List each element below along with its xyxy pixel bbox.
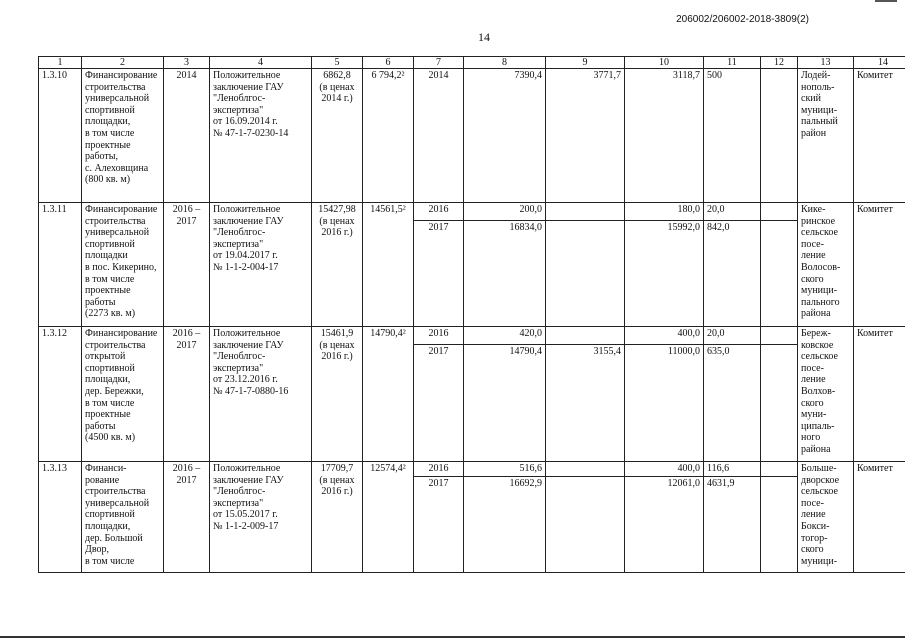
federal-cell [546,221,625,327]
federal-cell [546,462,625,477]
regional-cell: 12061,0 [625,476,704,572]
regional-cell: 11000,0 [625,345,704,462]
page-bottom-edge [0,636,905,638]
regional-cell: 3118,7 [625,69,704,203]
item-cost: 15461,9 (в ценах 2016 г.) [312,327,363,462]
local-cell: 116,6 [704,462,761,477]
item-cost: 17709,7 (в ценах 2016 г.) [312,462,363,573]
item-number: 1.3.12 [39,327,82,462]
header-cell: 1 [39,57,82,69]
item-period: 2016 – 2017 [164,203,210,327]
header-cell: 7 [414,57,464,69]
header-cell: 6 [363,57,414,69]
other-cell [761,476,798,572]
header-cell: 2 [82,57,164,69]
regional-cell: 400,0 [625,327,704,345]
table-row [39,462,905,477]
municipality-cell: Лодей- нополь- ский муници- пальный район [798,69,854,203]
total-cell: 7390,4 [464,69,546,203]
other-cell [761,69,798,203]
regional-cell: 180,0 [625,203,704,221]
municipality-cell: Береж- ковское сельское посе- ление Волхов- ского муни- ципаль- ного района [798,327,854,462]
year-cell: 2017 [414,476,464,572]
year-cell: 2017 [414,345,464,462]
header-cell: 10 [625,57,704,69]
municipality-cell: Кике- ринское сельское посе- ление Волосов- ского муници- пального района [798,203,854,327]
header-cell: 13 [798,57,854,69]
responsible-cell: Комитет [854,203,905,327]
year-cell: 2017 [414,221,464,327]
header-cell: 11 [704,57,761,69]
page-number: 14 [478,30,490,44]
document-id: 206002/206002-2018-3809(2) [676,14,809,25]
item-expertise: Положительное заключение ГАУ "Леноблгос- экспертиза" от 23.12.2016 г. № 47-1-7-0880-16 [210,327,312,462]
table-row [39,203,905,221]
item-number: 1.3.11 [39,203,82,327]
item-period: 2016 – 2017 [164,462,210,573]
header-cell: 5 [312,57,363,69]
year-cell: 2016 [414,462,464,477]
header-row [39,57,905,69]
local-cell: 635,0 [704,345,761,462]
regional-cell: 400,0 [625,462,704,477]
table-row [39,327,905,345]
responsible-cell: Комитет [854,462,905,573]
header-cell: 14 [854,57,905,69]
item-period: 2014 [164,69,210,203]
program-table [38,56,905,573]
item-cost-current: 14790,4² [363,327,414,462]
item-cost: 15427,98 (в ценах 2016 г.) [312,203,363,327]
municipality-cell: Больше- дворское сельское посе- ление Бокси- тогор- ского муници- [798,462,854,573]
header-cell: 4 [210,57,312,69]
year-cell: 2014 [414,69,464,203]
total-cell: 420,0 [464,327,546,345]
item-cost-current: 14561,5² [363,203,414,327]
item-number: 1.3.10 [39,69,82,203]
regional-cell: 15992,0 [625,221,704,327]
item-number: 1.3.13 [39,462,82,573]
item-cost: 6862,8 (в ценах 2014 г.) [312,69,363,203]
total-cell: 14790,4 [464,345,546,462]
item-expertise: Положительное заключение ГАУ "Леноблгос- экспертиза" от 15.05.2017 г. № 1-1-2-009-17 [210,462,312,573]
year-cell: 2016 [414,327,464,345]
other-cell [761,345,798,462]
other-cell [761,327,798,345]
item-name: Финанси- рование строительства универсальной спортивной площадки, дер. Большой Двор, в том числе [82,462,164,573]
federal-cell [546,327,625,345]
other-cell [761,462,798,477]
total-cell: 200,0 [464,203,546,221]
header-cell: 9 [546,57,625,69]
item-cost-current: 6 794,2² [363,69,414,203]
scan-mark [875,0,897,2]
local-cell: 842,0 [704,221,761,327]
item-expertise: Положительное заключение ГАУ "Леноблгос- экспертиза" от 19.04.2017 г. № 1-1-2-004-17 [210,203,312,327]
other-cell [761,221,798,327]
table-row [39,69,905,203]
item-name: Финансирование строительства универсальной спортивной площадки в пос. Кикерино, в том числе проектные работы (2273 кв. м) [82,203,164,327]
header-cell: 12 [761,57,798,69]
item-name: Финансирование строительства универсальной спортивной площадки, в том числе проектные работы, с. Алеховщина (800 кв. м) [82,69,164,203]
other-cell [761,203,798,221]
local-cell: 4631,9 [704,476,761,572]
federal-cell [546,203,625,221]
item-expertise: Положительное заключение ГАУ "Леноблгос- экспертиза" от 16.09.2014 г. № 47-1-7-0230-14 [210,69,312,203]
total-cell: 16834,0 [464,221,546,327]
local-cell: 20,0 [704,203,761,221]
federal-cell: 3771,7 [546,69,625,203]
responsible-cell: Комитет [854,327,905,462]
item-period: 2016 – 2017 [164,327,210,462]
total-cell: 16692,9 [464,476,546,572]
item-name: Финансирование строительства открытой спортивной площадки, дер. Бережки, в том числе проектные работы (4500 кв. м) [82,327,164,462]
responsible-cell: Комитет [854,69,905,203]
local-cell: 500 [704,69,761,203]
local-cell: 20,0 [704,327,761,345]
header-cell: 3 [164,57,210,69]
header-cell: 8 [464,57,546,69]
total-cell: 516,6 [464,462,546,477]
year-cell: 2016 [414,203,464,221]
federal-cell [546,476,625,572]
federal-cell: 3155,4 [546,345,625,462]
item-cost-current: 12574,4² [363,462,414,573]
